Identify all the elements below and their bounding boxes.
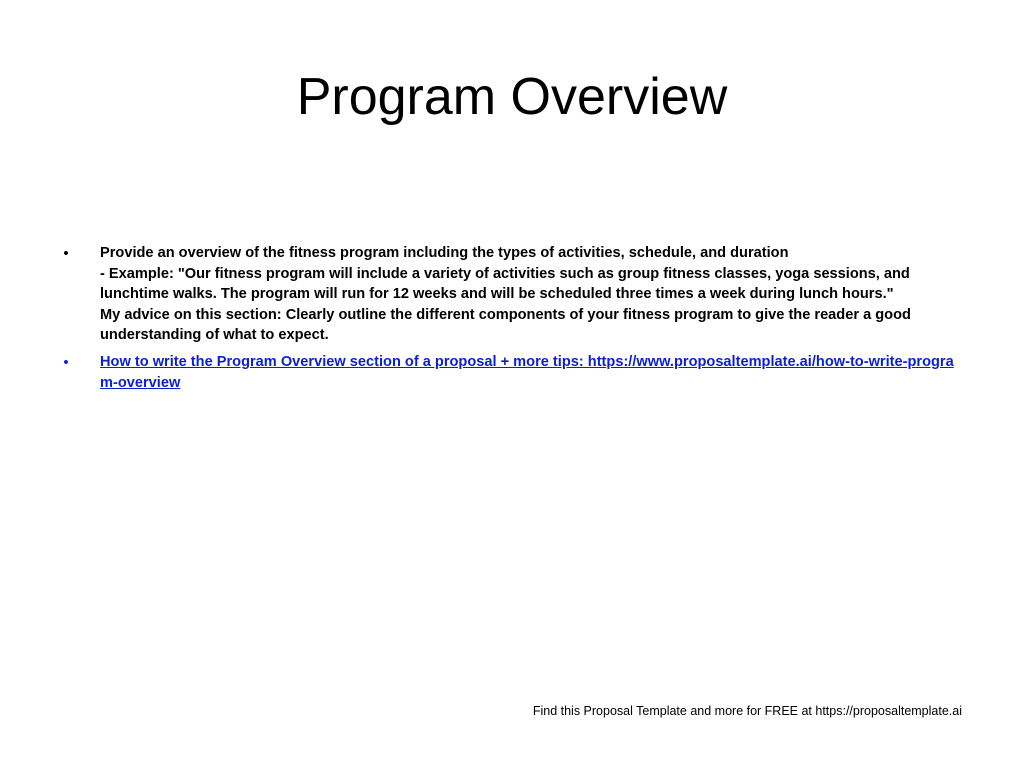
- program-overview-tips-link[interactable]: How to write the Program Overview section of a proposal + more tips: https://www.proposaltemplate.ai/how-to-write-program-overview: [100, 353, 954, 391]
- bullet-icon: •: [63, 245, 69, 262]
- bullet-line-example: - Example: "Our fitness program will include a variety of activities such as group fitness classes, yoga sessions, and lunchtime walks. The program will run for 12 weeks and will be scheduled three times a week during lunch hours.": [100, 265, 910, 303]
- slide-title: Program Overview: [296, 68, 728, 126]
- bullet-item-link: [56, 352, 956, 393]
- bullet-item-overview: [56, 243, 956, 346]
- bullet-list: [56, 243, 956, 399]
- bullet-icon: •: [63, 353, 69, 371]
- bullet-text: [100, 243, 956, 346]
- bullet-line-advice: My advice on this section: Clearly outline the different components of your fitness program to give the reader a good understanding of what to expect.: [100, 306, 911, 344]
- bullet-line-instruction: Provide an overview of the fitness program including the types of activities, schedule, and duration: [100, 245, 789, 261]
- footer-text: Find this Proposal Template and more for FREE at https://proposaltemplate.ai: [532, 704, 962, 718]
